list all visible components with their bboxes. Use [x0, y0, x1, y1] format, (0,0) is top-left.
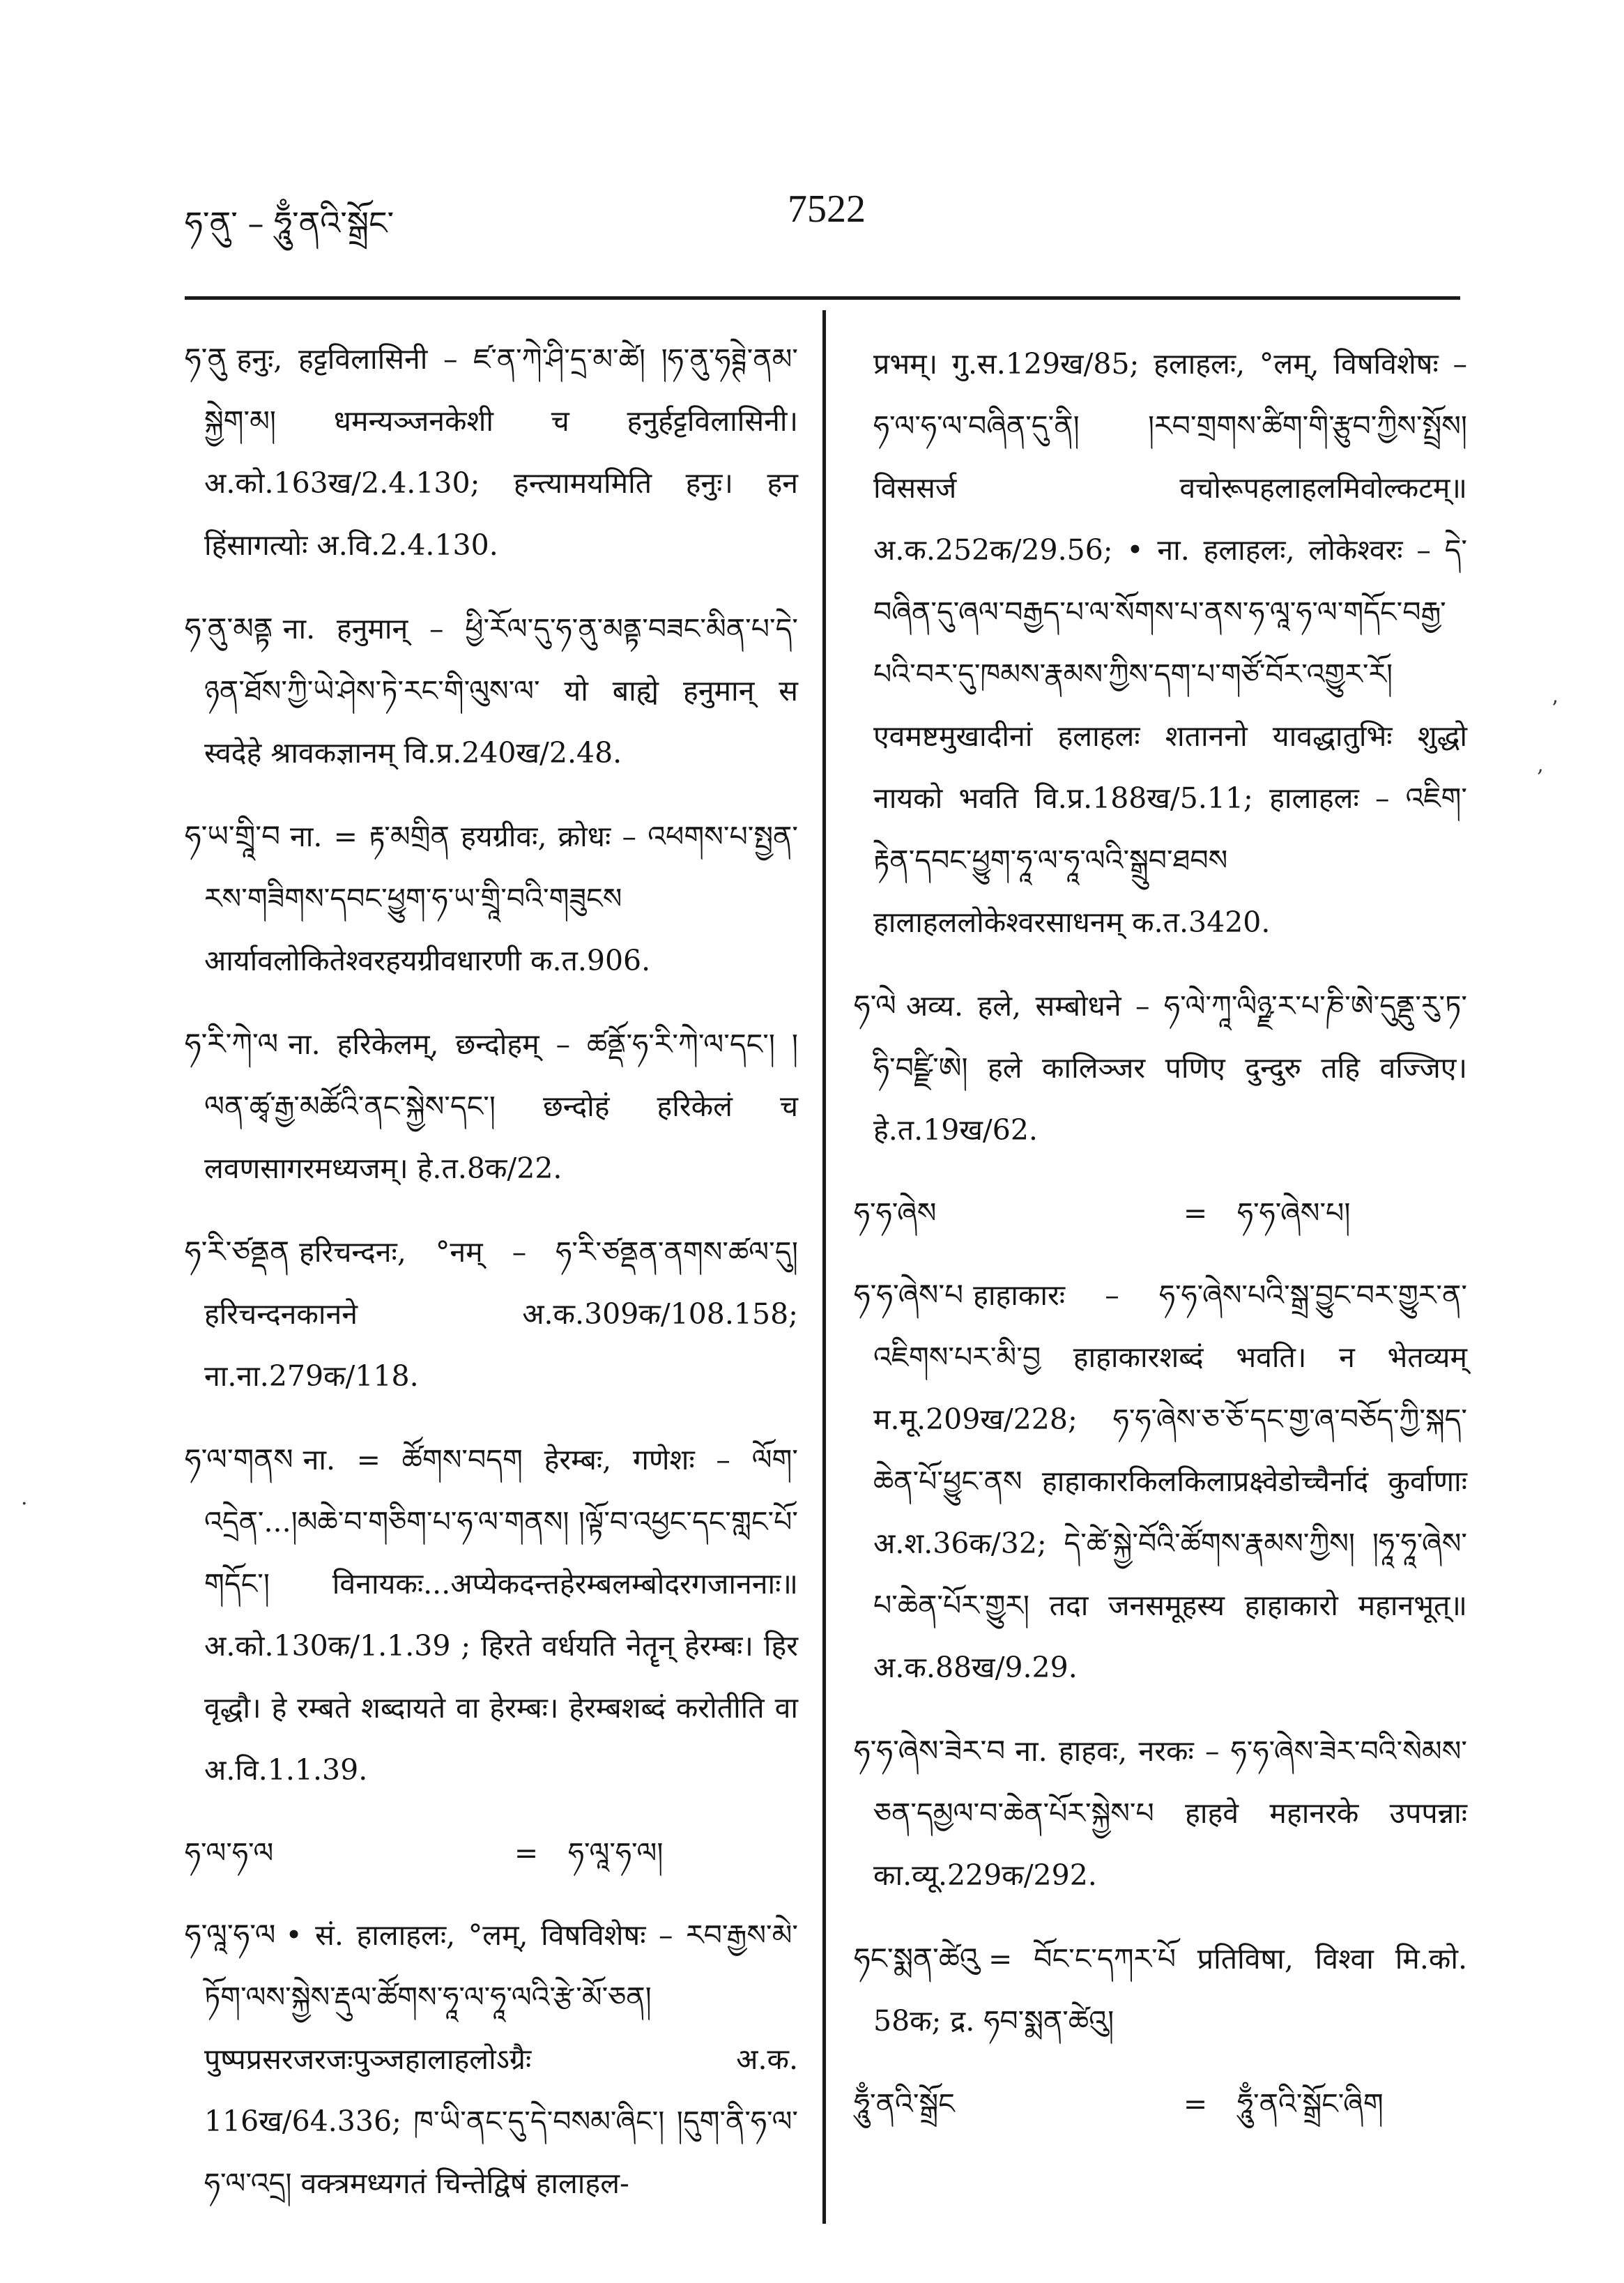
margin-mark: · [21, 1492, 28, 1516]
entry-definition: प्रभम्। गु.स.129ख/85; हलाहलः, °लम्, विषविशेषः – ཧ་ལ་ཧ་ལ་བཞིན་དུ་ནི། །རབ་གྲགས་ཚིག་གི་རྩུབ་ཀྱིས་སྤྲོས། विससर्ज वचोरूपहलाहलमिवोल्कटम्॥ अ.क.252क/29.56; • ना. हलाहलः, लोकेश्वरः – དེ་བཞིན་དུ་ཞལ་བརྒྱད་པ་ལ་སོགས་པ་ནས་ཧ་ལཱ་ཧ་ལ་གདོང་བརྒྱ་པའི་བར་དུ་ཁམས་རྣམས་ཀྱིས་དག་པ་གཙོ་བོར་འགྱུར་རོ། एवमष्टमुखादीनां हलाहलः शताननो यावद्धातुभिः शुद्धो नायको भवति वि.प्र.188ख/5.11; हालाहलः – འཇིག་རྟེན་དབང་ཕྱུག་ཧཱ་ལ་ཧཱ་ལའི་སྒྲུབ་ཐབས हालाहललोकेश्वरसाधनम् क.त.3420. [873, 347, 1467, 939]
entry-definition: ना. हाहवः, नरकः – ཧ་ཧ་ཞེས་ཟེར་བའི་སེམས་ཅན་དམྱལ་བ་ཆེན་པོར་སྐྱེས་པ हाहवे महानरके उपपन्नाः का.व्यू.229क/292. [873, 1734, 1467, 1892]
entry-definition: • सं. हालाहलः, °लम्, विषविशेषः – རབ་རྒྱས་མེ་ཏོག་ལས་སྐྱེས་རྡུལ་ཚོགས་ཧཱ་ལ་ཧཱ་ལའི་རྩེ་མོ་ཅན། पुष्पप्रसरजरजःपुञ्जहालाहलोऽग्रैः अ.क. 116ख/64.336; ཁ་ཡི་ནང་དུ་དེ་བསམ་ཞིང་། །དུག་ནི་ཧ་ལ་ཧ་ལ་འདྲ། वक्त्रमध्यगतं चिन्तेद्विषं हालाहल- [204, 1918, 798, 2200]
entry-definition: हनुः, हट्टविलासिनी – ཛ་ན་ཀེ་ཤི་དྲ་མ་ཚེ། །ཧ་ནུ་ཧཊྚེ་ནམ་སྐྱེག་མ། धमन्यञ्जनकेशी च हनुर्हट्टविलासिनी। अ.को.163ख/2.4.130; हन्त्यामयमिति हनुः। हन हिंसागत्योः अ.वि.2.4.130. [204, 342, 798, 562]
entry-headword: ཧ་ལ་ཧ་ལ [185, 1836, 274, 1870]
entry-headword: ཧ་ཧ་ཞེས་པ [854, 1278, 964, 1312]
cross-reference-entry [854, 2073, 1467, 2135]
entry-definition: अव्य. हले, सम्बोधने – ཧ་ལེ་ཀཱ་ལིཉྫ་ར་པ་ཎི་ཨེ་དུནྡུ་རུ་ཏ་ཧི་བཛྫི་ཨེ། हले कालिञ्जर पणिए दुन्दुरु तहि वज्जिए। हे.त.19ख/62. [873, 989, 1467, 1147]
cross-reference-target: ཧ་ལཱ་ཧ་ལ། [568, 1836, 664, 1870]
margin-mark: ʼ [1551, 697, 1558, 721]
entry-headword: ཧ་ལ་གནས [185, 1442, 293, 1476]
running-header: ཧ་ནུ་ – ཧཱུྃ་ནའི་སྒྲོང་ [185, 204, 394, 242]
right-column [854, 333, 1467, 2155]
entry-headword: ཧ་ཧ་ཞེས་ཟེར་བ [854, 1734, 1006, 1768]
entry-headword: ཧང་སྨན་ཚེའུ [854, 1941, 979, 1976]
cross-reference-entry [854, 1182, 1467, 1244]
entry-headword: ཧ་རི་ཀེ་ལ [185, 1027, 279, 1061]
entry-headword: ཧ་ཧ་ཞེས [854, 1196, 937, 1230]
entry-headword: ཧ་ཡ་གྲཱི་བ [185, 819, 281, 853]
dictionary-entry [185, 1221, 798, 1407]
entry-definition: ना. = རྟ་མགྲིན हयग्रीवः, क्रोधः – འཕགས་པ་སྤྱན་རས་གཟིགས་དབང་ཕྱུག་ཧ་ཡ་གྲཱི་བའི་གཟུངས आर्यावलोकितेश्वरहयग्रीवधारणी क.त.906. [204, 820, 798, 977]
entry-headword: ཧཱུྃ་ནའི་སྒྲོང [854, 2087, 955, 2121]
dictionary-entry [854, 1720, 1467, 1907]
cross-reference-entry [185, 1822, 798, 1884]
left-column [185, 328, 798, 2236]
entry-definition: ना. = ཚོགས་བདག हेरम्बः, गणेशः – ལོག་འདྲེན་...།མཆེ་བ་གཅིག་པ་ཧ་ལ་གནས། །ལྟོ་བ་འཕྱང་དང་གླང་པོ་གདོང་། विनायकः...अप्येकदन्तहेरम्बलम्बोदरगजाननाः॥ अ.को.130क/1.1.39 ; हिरते वर्धयति नेतॄन् हेरम्बः। हिर वृद्धौ। हे रम्बते शब्दायते वा हेरम्बः। हेरम्बशब्दं करोतीति वा अ.वि.1.1.39. [204, 1443, 798, 1787]
dictionary-entry [854, 975, 1467, 1161]
header-rule [185, 296, 1460, 300]
cross-reference-target: ཧ་ཧ་ཞེས་པ། [1237, 1196, 1351, 1230]
entry-headword: ཧ་ལེ [854, 988, 896, 1023]
entry-definition: = བོང་ང་དཀར་པོ प्रतिविषा, विश्वा मि.को. 58क; द्र. ཧབ་སྨན་ཚེའུ། [873, 1942, 1467, 2038]
dictionary-entry [185, 1013, 798, 1200]
equals-sign: = [1183, 2087, 1208, 2121]
entry-definition: हाहाकारः – ཧ་ཧ་ཞེས་པའི་སྒྲ་བྱུང་བར་གྱུར་ན་འཇིགས་པར་མི་བྱ हाहाकारशब्दं भवति। न भेतव्यम् म.मू.209ख/228; ཧ་ཧ་ཞེས་ཅ་ཅོ་དང་གྱ་ཞ་བཅོད་ཀྱི་སྐད་ཆེན་པོ་ཕྱུང་ནས हाहाकारकिलकिलाप्रक्ष्वेडोच्चैर्नादं कुर्वाणाः अ.श.36क/32; དེ་ཚེ་སྐྱེ་བོའི་ཚོགས་རྣམས་ཀྱིས། །ཧཱ་ཧཱ་ཞེས་པ་ཆེན་པོར་གྱུར། तदा जनसमूहस्य हाहाकारो महानभूत्॥ अ.क.88ख/9.29. [873, 1278, 1467, 1684]
dictionary-entry [854, 1264, 1467, 1699]
dictionary-entry [854, 333, 1467, 954]
page-number: 7522 [788, 188, 866, 231]
dictionary-entry [185, 1904, 798, 2215]
equals-sign: = [1183, 1196, 1208, 1230]
margin-mark: ‚ [1537, 753, 1544, 777]
entry-definition: ना. हनुमान् – ཕྱི་རོལ་དུ་ཧ་ནུ་མནྟ་བཟང་མིན་པ་དེ་ཉན་ཐོས་ཀྱི་ཡེ་ཤེས་ཏེ་རང་གི་ལུས་ལ་ यो बाह्ये हनुमान् स स्वदेहे श्रावकज्ञानम् वि.प्र.240ख/2.48. [204, 612, 798, 770]
entry-definition: हरिचन्दनः, °नम् – ཧ་རི་ཙནྡན་ནགས་ཚལ་དུ། हरिचन्दनकानने अ.क.309क/108.158; ना.ना.279क/118. [204, 1235, 798, 1393]
dictionary-entry [185, 805, 798, 992]
cross-reference-target: ཧཱུྃ་ནའི་སྒྲོང་ཞིག [1237, 2087, 1384, 2121]
entry-headword: ཧ་ནུ་མནྟ [185, 611, 273, 646]
column-divider [822, 310, 826, 2224]
dictionary-entry [854, 1927, 1467, 2052]
dictionary-entry [185, 328, 798, 577]
entry-definition: ना. हरिकेलम्, छन्दोहम् – ཚནྡོ་ཧ་རི་ཀེ་ལ་དང་། །ལན་ཚྭ་རྒྱ་མཚོའི་ནང་སྐྱེས་དང་། छन्दोहं हरिकेलं च लवणसागरमध्यजम्। हे.त.8क/22. [204, 1028, 798, 1185]
equals-sign: = [514, 1836, 539, 1870]
entry-headword: ཧ་ལཱ་ཧ་ལ [185, 1918, 276, 1952]
dictionary-entry [185, 597, 798, 784]
entry-headword: ཧ་ནུ [185, 342, 227, 376]
entry-headword: ཧ་རི་ཙནྡན [185, 1235, 290, 1269]
dictionary-entry [185, 1428, 798, 1801]
